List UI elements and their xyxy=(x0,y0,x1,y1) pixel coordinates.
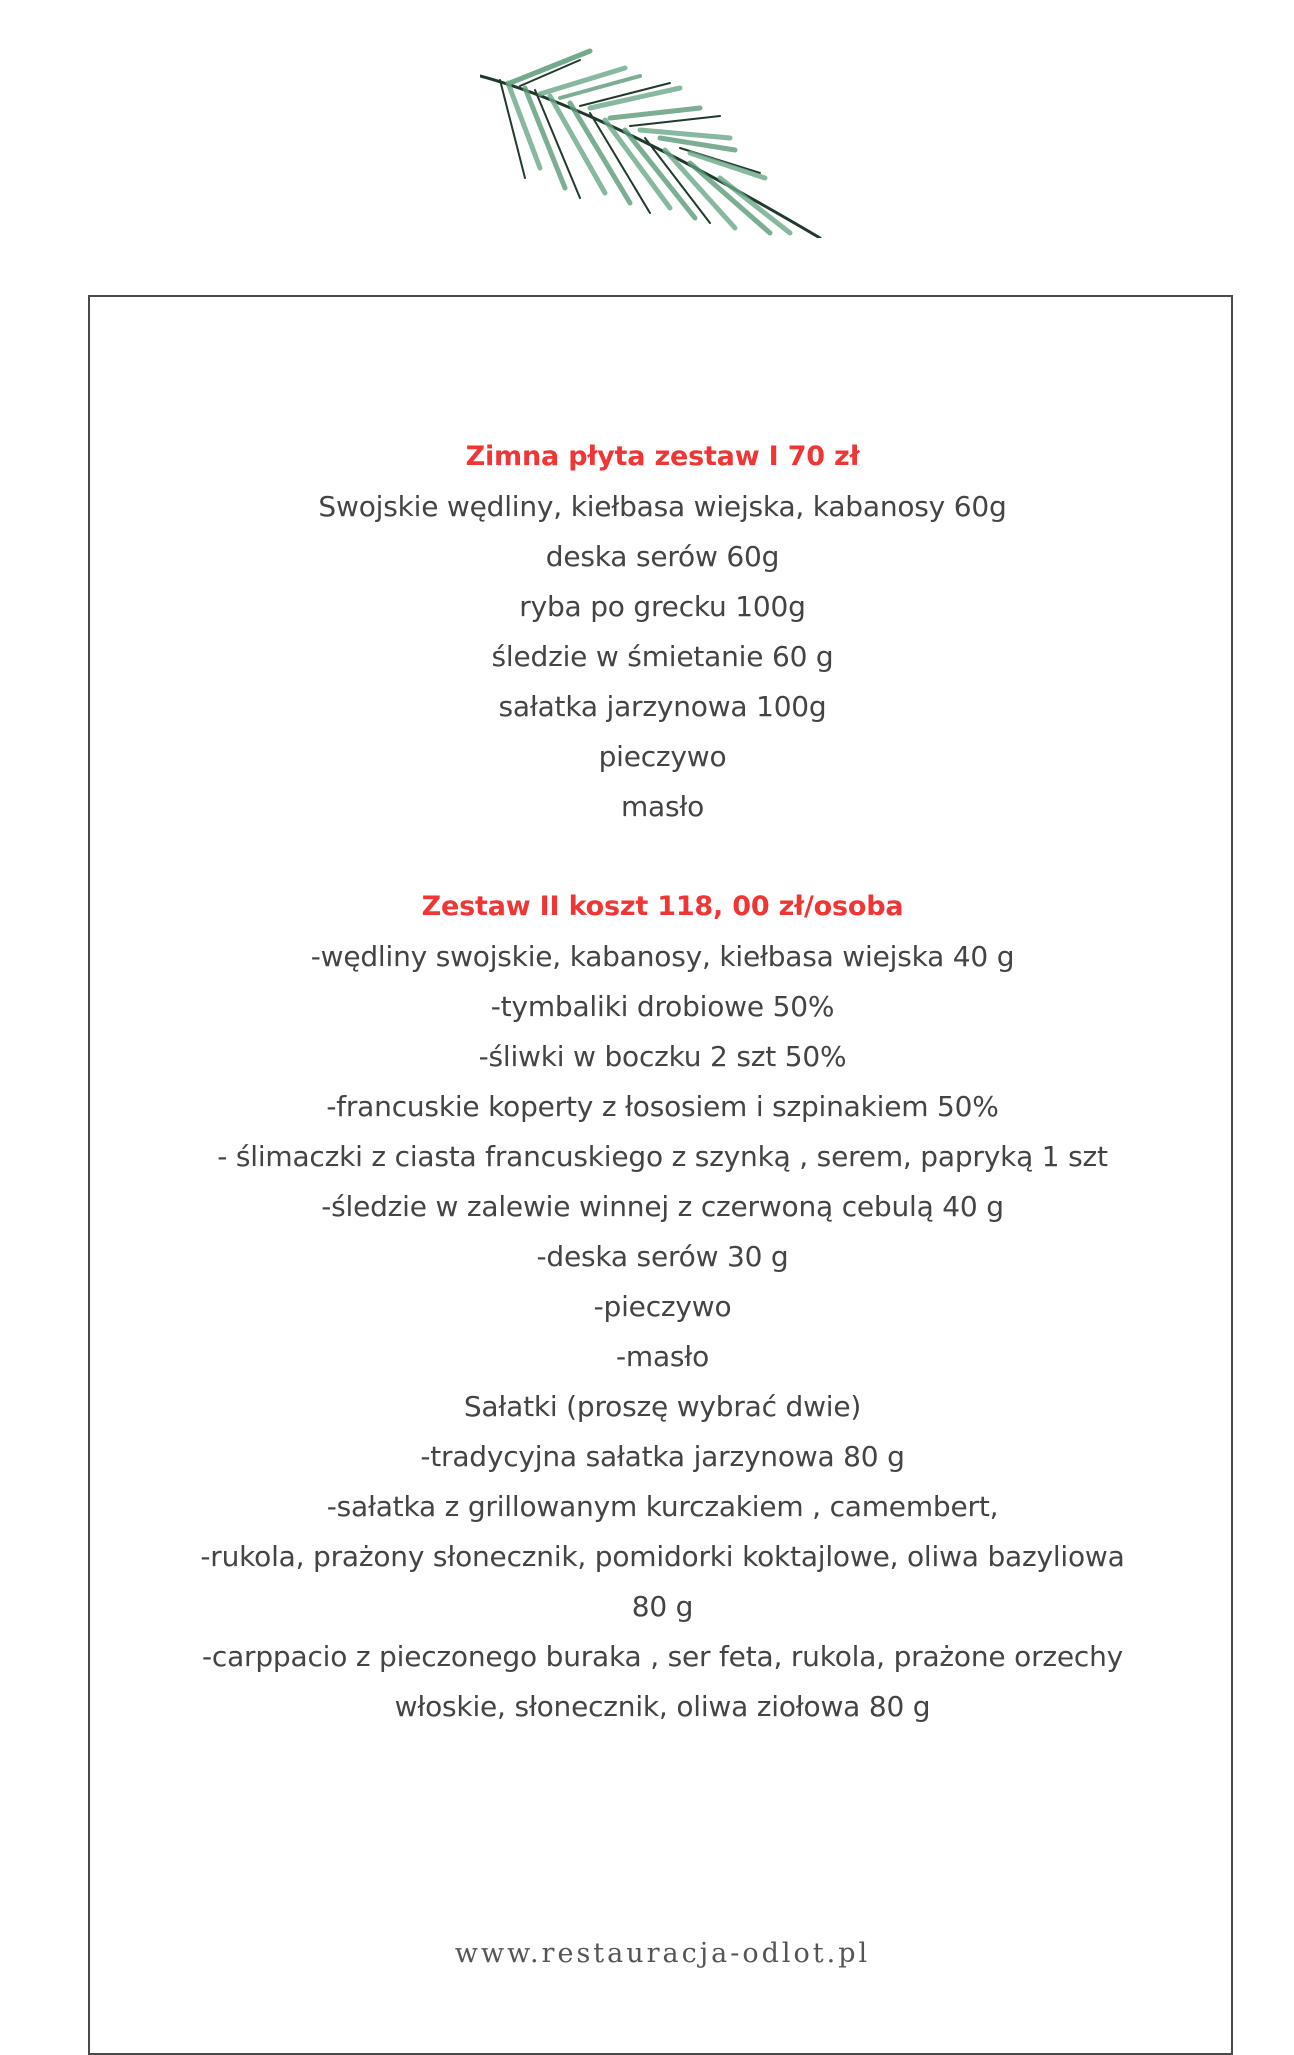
menu-item: deska serów 60g xyxy=(545,540,780,573)
menu-item: -tymbaliki drobiowe 50% xyxy=(490,990,835,1023)
menu-item: -śledzie w zalewie winnej z czerwoną cebulą 40 g xyxy=(321,1190,1004,1223)
menu-item: włoskie, słonecznik, oliwa ziołowa 80 g xyxy=(394,1690,931,1723)
menu-item: -deska serów 30 g xyxy=(536,1240,789,1273)
website-link[interactable]: www.restauracja-odlot.pl xyxy=(454,1938,871,1969)
menu-item: - ślimaczki z ciasta francuskiego z szynką , serem, papryką 1 szt xyxy=(217,1140,1108,1173)
menu-item: sałatka jarzynowa 100g xyxy=(498,690,827,723)
pine-branch-icon xyxy=(480,38,840,238)
menu-item: -wędliny swojskie, kabanosy, kiełbasa wiejska 40 g xyxy=(310,940,1015,973)
menu-item: -śliwki w boczku 2 szt 50% xyxy=(478,1040,847,1073)
menu-item: -carppacio z pieczonego buraka , ser feta, rukola, prażone orzechy xyxy=(201,1640,1124,1673)
section-spacer xyxy=(88,832,1237,882)
menu-item: pieczywo xyxy=(598,740,727,773)
menu-item: śledzie w śmietanie 60 g xyxy=(491,640,834,673)
menu-item: -pieczywo xyxy=(593,1290,732,1323)
menu-item: -sałatka z grillowanym kurczakiem , camembert, xyxy=(326,1490,999,1523)
menu-item: -masło xyxy=(615,1340,709,1373)
menu-item: masło xyxy=(620,790,705,823)
menu-item: -tradycyjna sałatka jarzynowa 80 g xyxy=(420,1440,905,1473)
menu-item: Swojskie wędliny, kiełbasa wiejska, kabanosy 60g xyxy=(318,490,1007,523)
menu-item: -rukola, prażony słonecznik, pomidorki koktajlowe, oliwa bazyliowa xyxy=(200,1540,1125,1573)
menu-item: 80 g xyxy=(631,1590,694,1623)
menu-item: -francuskie koperty z łososiem i szpinakiem 50% xyxy=(326,1090,999,1123)
menu-item: ryba po grecku 100g xyxy=(519,590,806,623)
section-title-set-1: Zimna płyta zestaw I 70 zł xyxy=(465,441,860,472)
menu-content xyxy=(88,432,1237,1732)
salads-subheading: Sałatki (proszę wybrać dwie) xyxy=(463,1390,862,1423)
section-title-set-2: Zestaw II koszt 118, 00 zł/osoba xyxy=(421,891,904,922)
